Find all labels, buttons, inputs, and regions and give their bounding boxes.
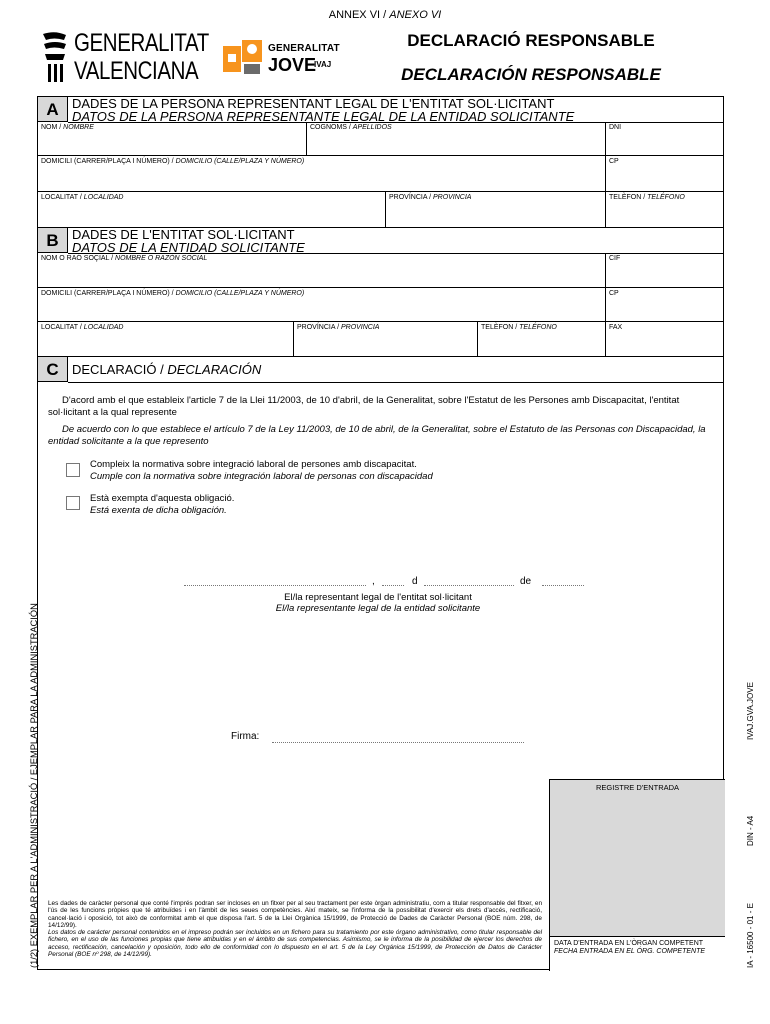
annex-sep: / <box>380 9 390 21</box>
representative-label-es: El/la representante legal de la entidad solicitante <box>275 603 481 614</box>
jove-line-2: JOVE <box>268 55 317 75</box>
label-nom-es: NOMBRE <box>63 124 94 131</box>
field-localitat-a[interactable] <box>38 192 386 228</box>
field-telefon-b[interactable] <box>478 322 606 357</box>
right-margin-din: DIN - A4 <box>746 815 755 846</box>
entry-date-box[interactable] <box>550 936 725 971</box>
field-domicili-a[interactable] <box>38 156 606 192</box>
generalitat-valenciana-logo <box>40 28 216 88</box>
jove-line-1: GENERALITAT <box>268 43 340 54</box>
date-de: de <box>520 576 532 587</box>
field-provincia-b[interactable] <box>294 322 478 357</box>
label-telefon-b-es: TELÉFONO <box>519 324 557 331</box>
section-b-title-es: DATOS DE LA ENTIDAD SOLICITANTE <box>72 240 305 255</box>
label-provincia-b-es: PROVINCIA <box>340 324 380 331</box>
entry-date-label-ca: DATA D'ENTRADA EN L'ÒRGAN COMPETENT <box>554 940 704 947</box>
field-telefon-a[interactable] <box>606 192 723 228</box>
label-cp-b: CP <box>609 290 619 297</box>
date-d: d <box>412 576 418 587</box>
firma-label: Firma: <box>231 731 260 742</box>
representative-label-ca: El/la representant legal de l'entitat sol·licitant <box>284 592 472 603</box>
option-1-label-es: Cumple con la normativa sobre integración laboral de personas con discapacidad <box>90 471 433 482</box>
option-1-label-ca: Compleix la normativa sobre integració laboral de persones amb discapacitat. <box>90 459 417 470</box>
field-fax[interactable] <box>606 322 723 357</box>
field-provincia-a[interactable] <box>386 192 606 228</box>
annex-ca: ANNEX VI <box>328 9 381 21</box>
section-c-title-ca: DECLARACIÓ / <box>72 362 168 377</box>
label-localitat-a-ca: LOCALITAT / <box>41 194 84 201</box>
jove-tag: IVAJ <box>314 60 332 69</box>
section-a-heading <box>68 97 723 123</box>
field-cognoms[interactable] <box>307 122 606 156</box>
section-b-letter: B <box>38 228 68 253</box>
field-nom-entitat[interactable] <box>38 253 606 288</box>
form-frame <box>37 96 724 970</box>
section-c-letter: C <box>38 357 68 382</box>
label-provincia-a-es: PROVINCIA <box>432 194 472 201</box>
option-2-label-es: Está exenta de dicha obligación. <box>90 505 227 516</box>
privacy-text-es: Los datos de carácter personal contenidos en el impreso podrán ser incluidos en un fichero para su tratamiento por este órgano administrativo, como titular responsable del fichero, en el uso de las funciones propias que tiene atribuidas y en el ámbito de sus competencias. Asimismo, se le informa de la posibilidad de ejercer los derechos de acceso, rectificación, cancelación y oposición, todo ello de conformidad con lo dispuesto en el art. 5 de la Ley Orgánica 15/1999, de Protección de Datos de Carácter Personal (BOE nº 298, de 14/12/99). <box>48 929 542 959</box>
option-1-checkbox[interactable] <box>66 463 80 477</box>
date-comma: , <box>372 576 375 587</box>
label-cognoms-ca: COGNOMS / <box>310 124 353 131</box>
month-line[interactable] <box>424 575 514 586</box>
annex-label <box>0 9 770 21</box>
entry-date-label-es: FECHA ENTRADA EN EL ÓRG. COMPETENTE <box>554 948 706 955</box>
label-domicili-a-ca: DOMICILI (CARRER/PLAÇA I NÚMERO) / <box>41 158 176 165</box>
label-provincia-b-ca: PROVÍNCIA / <box>297 324 341 331</box>
label-localitat-b-ca: LOCALITAT / <box>41 324 84 331</box>
field-localitat-b[interactable] <box>38 322 294 357</box>
field-domicili-b[interactable] <box>38 288 606 322</box>
privacy-text-ca: Les dades de caràcter personal que conté l'imprés podran ser incloses en un fitxer per al seu tractament per este òrgan administratiu, com a titular responsable del fitxer, en l'ús de les funcions pròpies que té atribuïdes i en l'àmbit de les seues competències. Així mateix, se l'informa de la possibilitat d'exercir els drets d'accés, rectificació, cancel·lació i oposició, tot això de conformitat amb el que disposa l'art. 5 de la Llei Orgànica 15/1999, de Protecció de Dades de Caràcter Personal (BOE núm. 298, de 14/12/99). <box>48 900 542 929</box>
logo-line-1: GENERALITAT <box>74 29 209 57</box>
registry-box <box>549 779 725 971</box>
jove-emblem-icon <box>222 38 264 78</box>
label-domicili-b-es: DOMICILIO (CALLE/PLAZA Y NÚMERO) <box>175 290 305 297</box>
label-telefon-a-es: TELÉFONO <box>647 194 685 201</box>
label-cif: CIF <box>609 255 621 262</box>
label-localitat-a-es: LOCALIDAD <box>83 194 124 201</box>
label-dni: DNI <box>609 124 622 131</box>
declaration-paragraph-es: De acuerdo con lo que establece el artículo 7 de la Ley 11/2003, de 10 de abril, de la Generalitat, sobre el Estatuto de las Personas con Discapacidad, la entidad solicitante a la que represento <box>48 424 706 447</box>
label-provincia-a-ca: PROVÍNCIA / <box>389 194 433 201</box>
section-c-heading <box>68 357 723 383</box>
title-es: DECLARACIÓN RESPONSABLE <box>401 65 661 84</box>
title-ca: DECLARACIÓ RESPONSABLE <box>407 31 655 50</box>
label-nom-entitat-es: NOMBRE O RAZÓN SOCIAL <box>115 255 208 262</box>
section-b-title-ca: DADES DE L'ENTITAT SOL·LICITANT <box>72 227 295 242</box>
section-b-heading <box>68 228 723 254</box>
declaration-paragraph-ca: D'acord amb el que estableix l'article 7 de la Llei 11/2003, de 10 d'abril, de la Generalitat, sobre l'Estatut de les Persones amb Discapacitat, l'entitat sol·licitant a la qual represente <box>48 395 680 418</box>
section-c-title-es: DECLARACIÓN <box>167 362 262 377</box>
right-margin-code: IA - 16500 - 01 - E <box>746 903 755 968</box>
label-nom-ca: NOM / <box>41 124 64 131</box>
label-cp-a: CP <box>609 158 619 165</box>
place-line[interactable] <box>184 575 366 586</box>
field-cp-a[interactable] <box>606 156 723 192</box>
year-line[interactable] <box>542 575 584 586</box>
field-cif[interactable] <box>606 253 723 288</box>
field-dni[interactable] <box>606 122 723 156</box>
left-margin-label: (1/2) EXEMPLAR PER A L'ADMINISTRACIÓ / EJEMPLAR PARA LA ADMINISTRACIÓN <box>29 603 39 968</box>
privacy-notice <box>48 900 542 958</box>
section-a-title-ca: DADES DE LA PERSONA REPRESENTANT LEGAL DE L'ENTITAT SOL·LICITANT <box>72 96 555 111</box>
right-margin-ivaj: IVAJ.GVA.JOVE <box>746 682 755 740</box>
logo-line-2: VALENCIANA <box>74 57 199 85</box>
section-a-letter: A <box>38 97 68 122</box>
label-telefon-b-ca: TELÈFON / <box>481 324 520 331</box>
crest-icon <box>40 30 70 86</box>
field-nom[interactable] <box>38 122 307 156</box>
day-line[interactable] <box>382 575 404 586</box>
label-domicili-b-ca: DOMICILI (CARRER/PLAÇA I NÚMERO) / <box>41 290 176 297</box>
generalitat-jove-logo <box>222 36 340 80</box>
annex-es: ANEXO VI <box>389 9 442 21</box>
label-nom-entitat-ca: NOM O RAÓ SOÇIAL / <box>41 255 116 262</box>
label-domicili-a-es: DOMICILIO (CALLE/PLAZA Y NÚMERO) <box>175 158 305 165</box>
label-cognoms-es: APELLIDOS <box>352 124 392 131</box>
option-2-checkbox[interactable] <box>66 496 80 510</box>
field-cp-b[interactable] <box>606 288 723 322</box>
label-telefon-a-ca: TELÈFON / <box>609 194 648 201</box>
section-a-title-es: DATOS DE LA PERSONA REPRESENTANTE LEGAL DE LA ENTIDAD SOLICITANTE <box>72 109 575 124</box>
label-fax: FAX <box>609 324 623 331</box>
option-2-label-ca: Està exempta d'aquesta obligació. <box>90 493 235 504</box>
signature-line[interactable] <box>272 731 524 743</box>
registry-label-ca: REGISTRE D'ENTRADA <box>595 783 680 792</box>
label-localitat-b-es: LOCALIDAD <box>83 324 124 331</box>
